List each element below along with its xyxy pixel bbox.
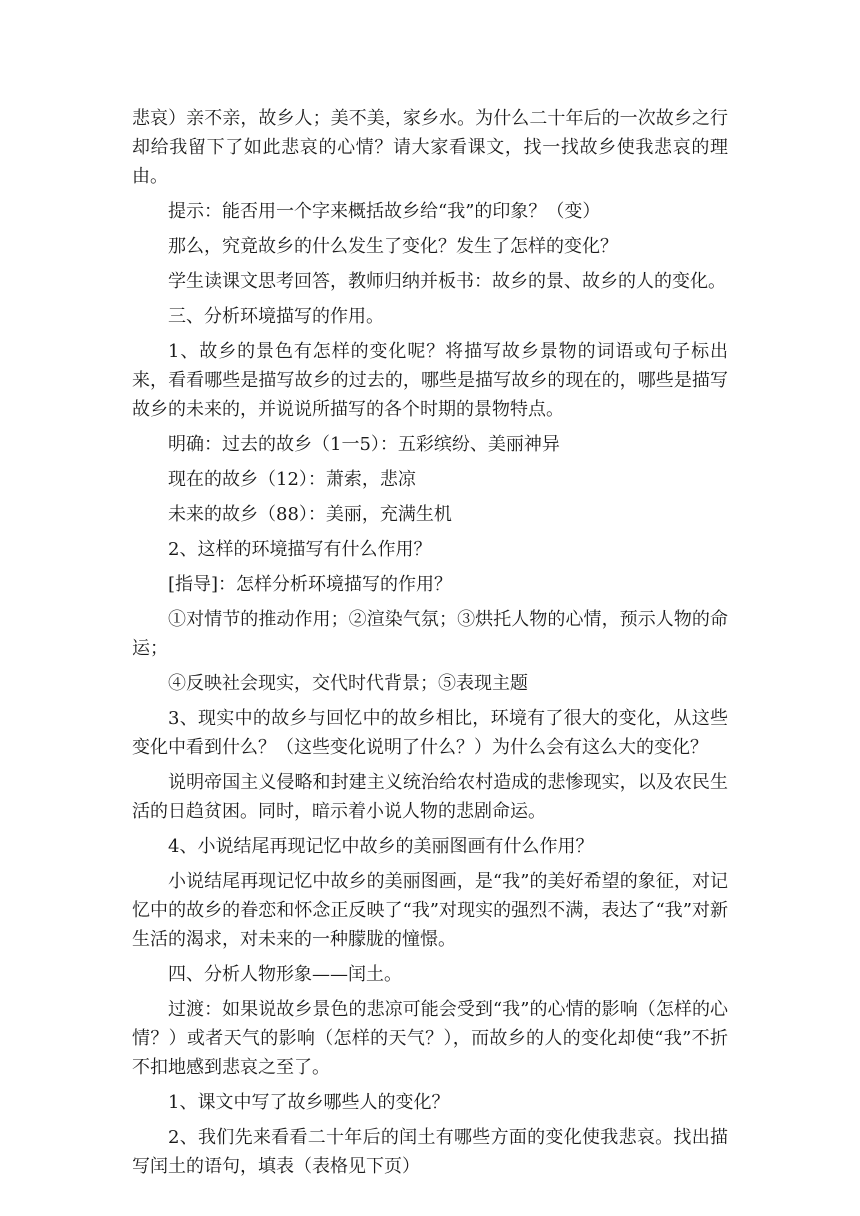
section-heading: 三、分析环境描写的作用。 bbox=[168, 306, 384, 327]
paragraph: 说明帝国主义侵略和封建主义统治给农村造成的悲惨现实，以及农民生活的日趋贫困。同时，暗示着小说人物的悲剧命运。 bbox=[132, 772, 728, 822]
paragraph: 未来的故乡（88）：美丽，充满生机 bbox=[168, 504, 452, 525]
document-page bbox=[132, 104, 728, 1181]
paragraph: 小说结尾再现记忆中故乡的美丽图画，是“我”的美好希望的象征，对记忆中的故乡的眷恋和怀念正反映了“我”对现实的强烈不满，表达了“我”对新生活的渴求，对未来的一种朦胧的憧憬。 bbox=[132, 871, 728, 950]
section-heading: 四、分析人物形象——闰土。 bbox=[168, 964, 402, 985]
paragraph: 明确：过去的故乡（1一5）：五彩缤纷、美丽神异 bbox=[168, 434, 560, 455]
paragraph: 学生读课文思考回答，教师归纳并板书：故乡的景、故乡的人的变化。 bbox=[168, 271, 726, 292]
paragraph: 过渡：如果说故乡景色的悲凉可能会受到“我”的心情的影响（怎样的心情？）或者天气的影响（怎样的天气？），而故乡的人的变化却使“我”不折不扣地感到悲哀之至了。 bbox=[132, 999, 728, 1078]
paragraph: [指导]：怎样分析环境描写的作用？ bbox=[168, 574, 453, 595]
paragraph: 1、故乡的景色有怎样的变化呢？将描写故乡景物的词语或句子标出来，看看哪些是描写故乡的过去的，哪些是描写故乡的现在的，哪些是描写故乡的未来的，并说说所描写的各个时期的景物特点。 bbox=[132, 341, 728, 420]
paragraph: 2、这样的环境描写有什么作用？ bbox=[168, 539, 432, 560]
paragraph: 现在的故乡（12）：萧索，悲凉 bbox=[168, 469, 416, 490]
paragraph: 提示：能否用一个字来概括故乡给“我”的印象？（变） bbox=[168, 201, 601, 222]
paragraph: 1、课文中写了故乡哪些人的变化？ bbox=[168, 1092, 450, 1113]
paragraph: 2、我们先来看看二十年后的闰土有哪些方面的变化使我悲哀。找出描写闰土的语句，填表（表格见下页） bbox=[132, 1127, 728, 1177]
paragraph: 4、小说结尾再现记忆中故乡的美丽图画有什么作用？ bbox=[168, 836, 594, 857]
paragraph: 那么，究竟故乡的什么发生了变化？发生了怎样的变化？ bbox=[168, 236, 618, 257]
paragraph: 3、现实中的故乡与回忆中的故乡相比，环境有了很大的变化，从这些变化中看到什么？（这些变化说明了什么？）为什么会有这么大的变化？ bbox=[132, 708, 728, 758]
paragraph: ①对情节的推动作用；②渲染气氛；③烘托人物的心情，预示人物的命运； bbox=[132, 609, 728, 659]
paragraph: ④反映社会现实，交代时代背景；⑤表现主题 bbox=[168, 673, 528, 694]
paragraph: 悲哀）亲不亲，故乡人；美不美，家乡水。为什么二十年后的一次故乡之行却给我留下了如此悲哀的心情？请大家看课文，找一找故乡使我悲哀的理由。 bbox=[132, 108, 728, 187]
